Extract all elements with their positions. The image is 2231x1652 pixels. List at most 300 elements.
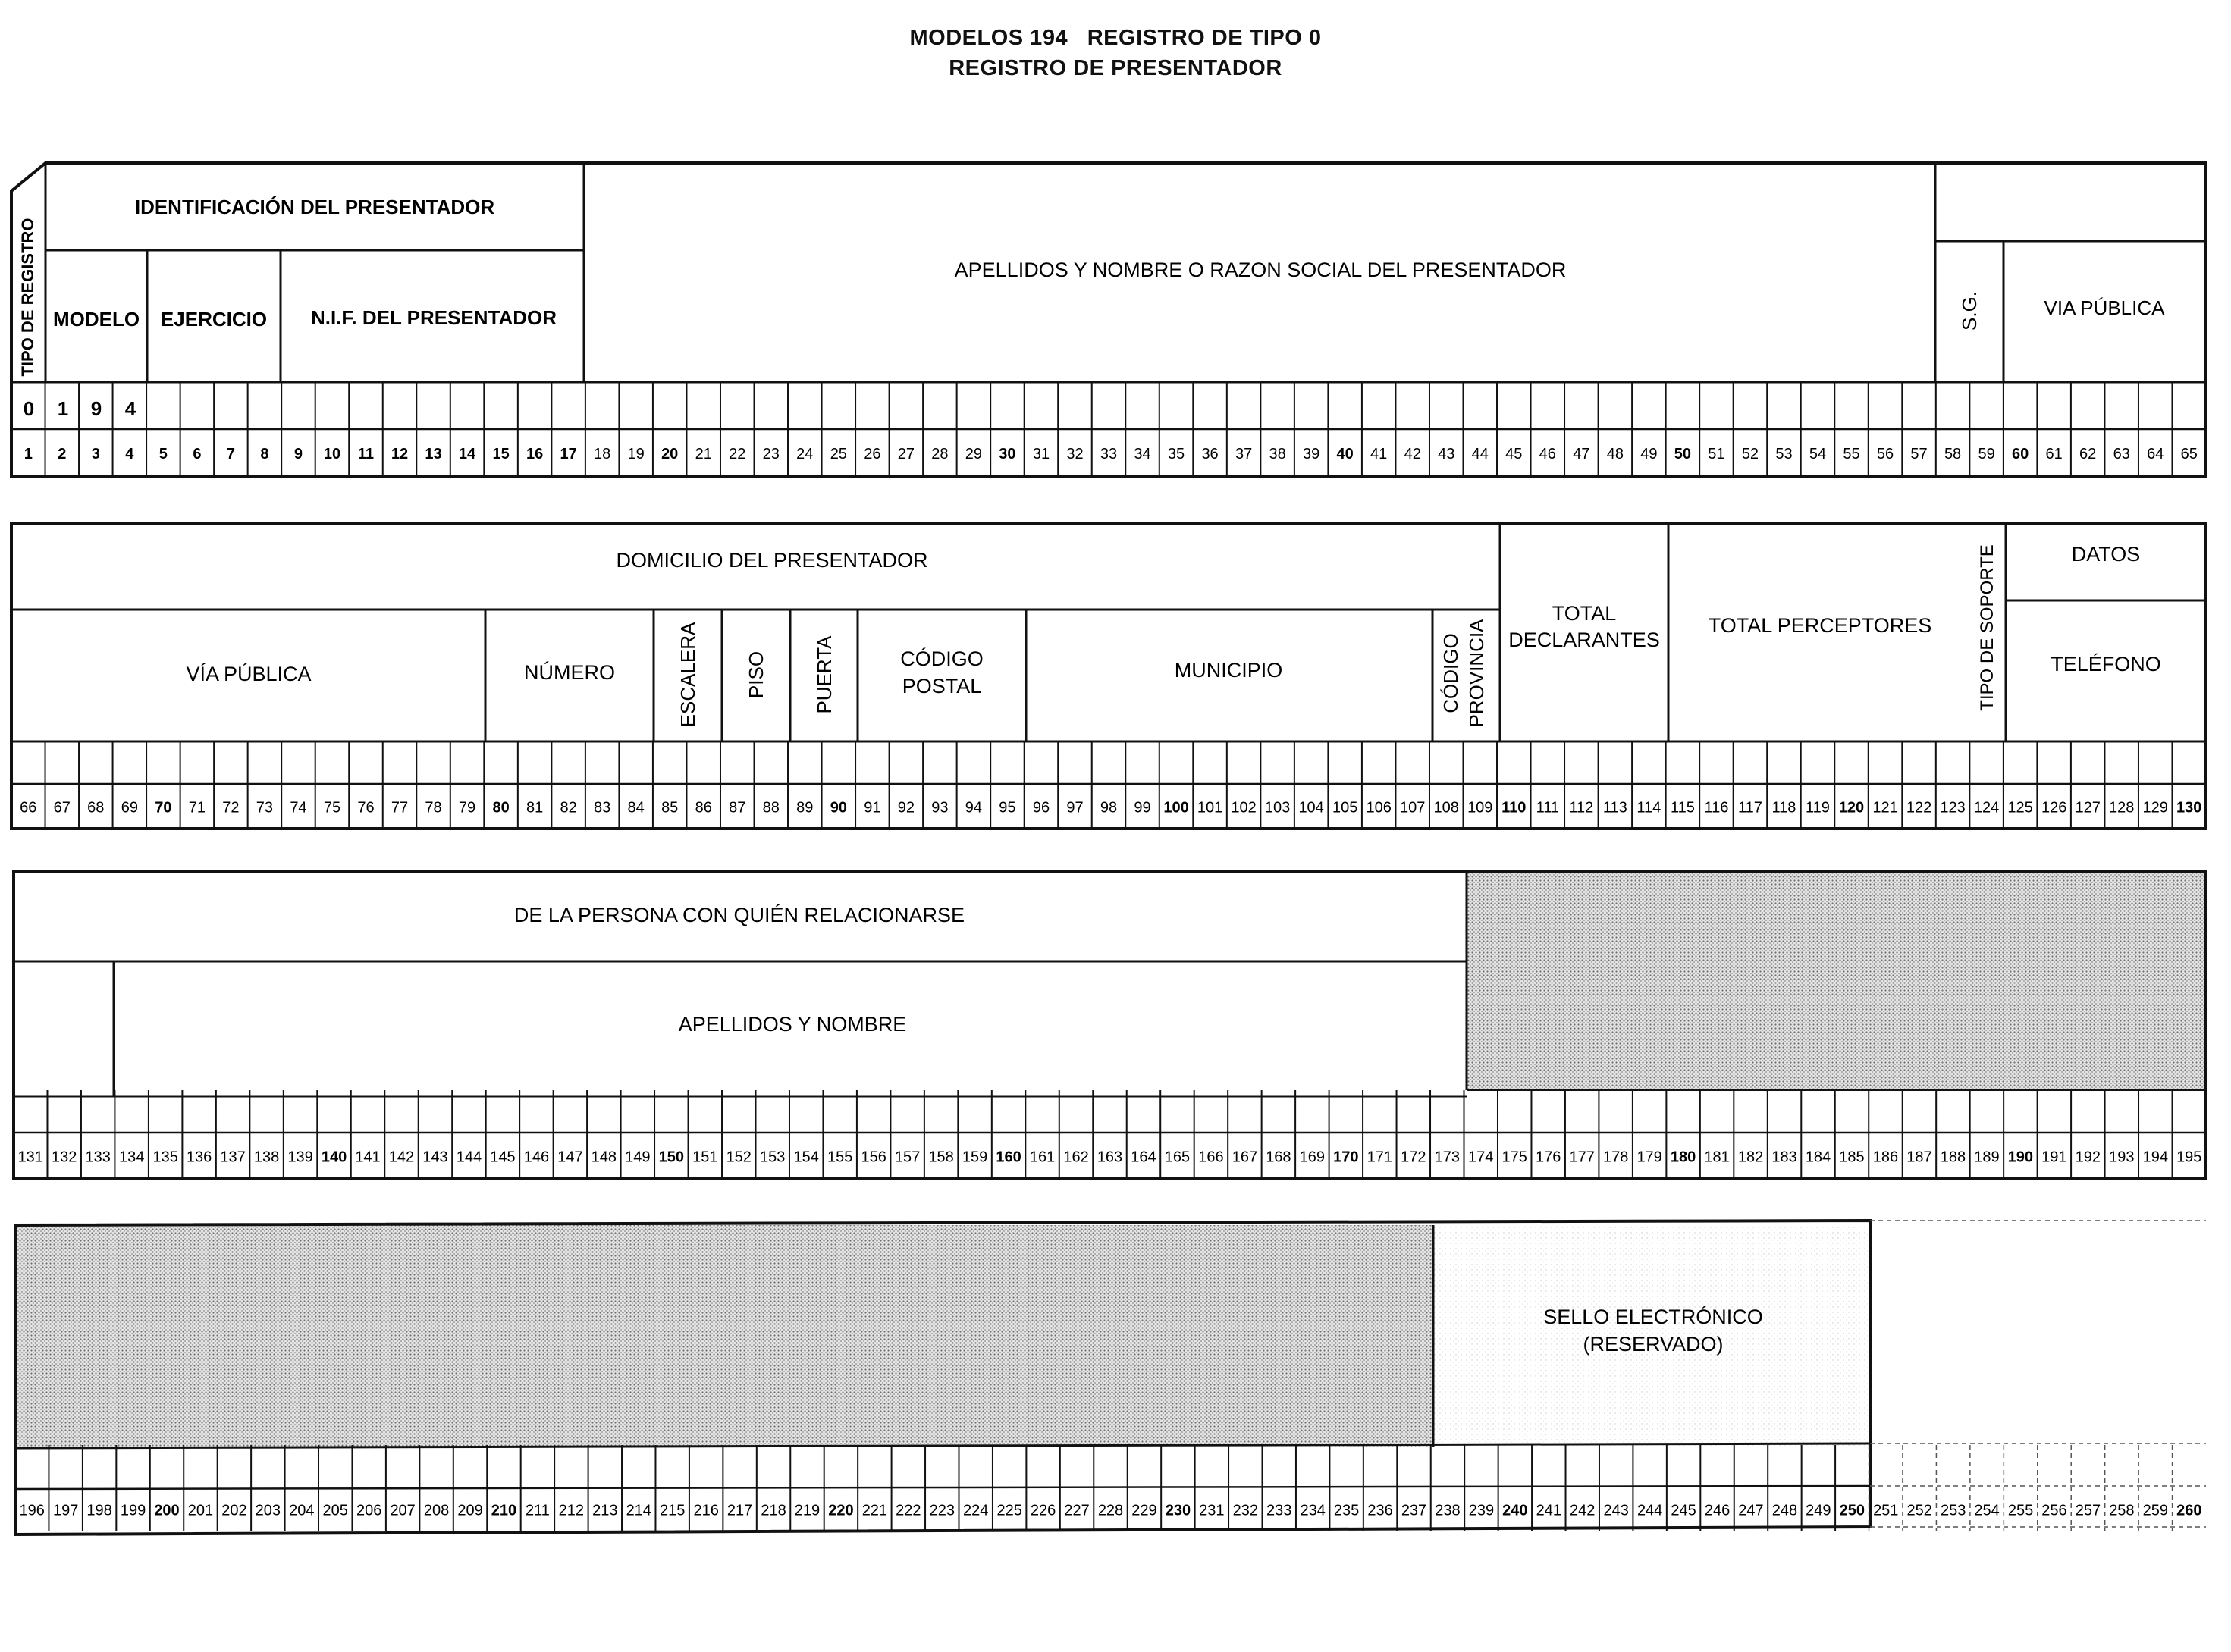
position-number: 118: [1771, 799, 1796, 817]
position-number: 208: [423, 1502, 450, 1519]
position-number: 224: [963, 1502, 989, 1519]
position-number: 220: [828, 1502, 854, 1519]
position-number: 189: [1974, 1149, 2000, 1166]
position-number: 10: [323, 446, 341, 462]
position-number: 93: [931, 799, 949, 817]
label-total-perceptores: TOTAL PERCEPTORES: [1708, 614, 1932, 637]
position-number: 191: [2041, 1149, 2067, 1166]
position-number: 85: [661, 799, 679, 817]
position-number: 106: [1366, 799, 1392, 817]
position-number: 51: [1708, 446, 1725, 462]
position-number: 13: [425, 446, 442, 462]
position-number: 186: [1872, 1149, 1899, 1166]
position-number: 223: [929, 1502, 955, 1519]
position-number: 201: [187, 1502, 214, 1519]
position-number: 115: [1670, 799, 1695, 817]
position-number: 30: [999, 446, 1016, 462]
position-number: 128: [2109, 799, 2135, 817]
position-number: 1: [24, 446, 33, 462]
prefill-modelo-3: 4: [124, 397, 136, 420]
position-number: 182: [1737, 1149, 1764, 1166]
position-number: 184: [1805, 1149, 1831, 1166]
position-number: 101: [1197, 799, 1223, 817]
shaded-area-block3: [1467, 870, 2206, 1090]
position-number: 54: [1809, 446, 1827, 462]
position-number: 31: [1032, 446, 1050, 462]
position-number: 225: [996, 1502, 1022, 1519]
position-number: 38: [1269, 446, 1286, 462]
position-number: 100: [1163, 799, 1189, 817]
position-number: 252: [1906, 1502, 1932, 1519]
position-number: 21: [695, 446, 712, 462]
position-number: 98: [1100, 799, 1118, 817]
position-number: 246: [1704, 1502, 1731, 1519]
block-2-domicilio: [11, 523, 2206, 829]
position-number: 129: [2142, 799, 2168, 817]
position-number: 198: [86, 1502, 112, 1519]
label-telefono: TELÉFONO: [2051, 653, 2161, 676]
position-number: 20: [661, 446, 679, 462]
position-number: 259: [2142, 1502, 2169, 1519]
position-number: 213: [592, 1502, 618, 1519]
position-number: 43: [1438, 446, 1455, 462]
position-number: 168: [1266, 1149, 1291, 1166]
position-number: 34: [1134, 446, 1151, 462]
position-number: 155: [827, 1149, 853, 1166]
position-number: 250: [1839, 1502, 1865, 1519]
position-number: 178: [1602, 1149, 1629, 1166]
position-number: 161: [1029, 1149, 1056, 1166]
label-numero: NÚMERO: [524, 661, 615, 684]
position-number: 149: [625, 1149, 651, 1166]
position-number: 157: [894, 1149, 921, 1166]
prefill-modelo-2: 9: [90, 397, 102, 420]
position-number: 257: [2075, 1502, 2101, 1519]
position-number: 142: [388, 1149, 415, 1166]
position-number: 222: [896, 1502, 921, 1519]
label-nif: N.I.F. DEL PRESENTADOR: [310, 306, 557, 329]
position-number: 99: [1134, 799, 1151, 817]
position-number: 11: [357, 446, 375, 462]
position-number: 19: [627, 446, 645, 462]
position-number: 196: [19, 1502, 45, 1519]
position-number: 17: [560, 446, 577, 462]
position-number: 49: [1640, 446, 1658, 462]
position-number: 36: [1201, 446, 1219, 462]
position-number: 165: [1164, 1149, 1191, 1166]
position-number: 169: [1299, 1149, 1326, 1166]
position-number: 47: [1573, 446, 1590, 462]
position-number: 64: [2147, 446, 2164, 462]
position-number: 81: [526, 799, 544, 817]
position-cells-66-130: [20, 741, 2201, 829]
position-number: 124: [1973, 799, 2000, 817]
position-number: 96: [1032, 799, 1050, 817]
position-number: 91: [864, 799, 881, 817]
position-number: 171: [1367, 1149, 1393, 1166]
position-number: 160: [996, 1149, 1021, 1166]
label-apellidos-presentador: APELLIDOS Y NOMBRE O RAZON SOCIAL DEL PRESENTADOR: [954, 259, 1567, 281]
block-4-sello: [15, 1221, 2206, 1534]
position-number: 141: [355, 1149, 381, 1166]
position-number: 89: [796, 799, 814, 817]
label-total-declarantes-1: TOTAL: [1552, 602, 1617, 625]
position-number: 152: [726, 1149, 752, 1166]
position-number: 133: [85, 1149, 111, 1166]
position-number: 116: [1704, 799, 1729, 817]
position-number: 6: [193, 446, 202, 462]
position-number: 39: [1303, 446, 1320, 462]
position-number: 52: [1741, 446, 1759, 462]
position-number: 123: [1940, 799, 1966, 817]
position-number: 55: [1843, 446, 1860, 462]
position-number: 151: [692, 1149, 718, 1166]
position-number: 197: [52, 1502, 79, 1519]
position-number: 163: [1097, 1149, 1123, 1166]
position-number: 114: [1636, 799, 1661, 817]
position-number: 69: [121, 799, 138, 817]
position-number: 94: [965, 799, 983, 817]
position-number: 3: [91, 446, 100, 462]
position-number: 58: [1944, 446, 1962, 462]
position-number: 59: [1978, 446, 1995, 462]
position-number: 244: [1636, 1502, 1663, 1519]
position-number: 18: [594, 446, 611, 462]
label-sg: S.G.: [1958, 290, 1981, 331]
position-number: 164: [1131, 1149, 1156, 1166]
position-number: 230: [1165, 1502, 1191, 1519]
position-number: 193: [2109, 1149, 2135, 1166]
position-number: 44: [1471, 446, 1489, 462]
position-number: 32: [1066, 446, 1084, 462]
label-piso: PISO: [745, 650, 767, 699]
position-number: 121: [1872, 799, 1898, 817]
position-number: 53: [1775, 446, 1793, 462]
position-number: 237: [1401, 1502, 1427, 1519]
label-via-publica-2: VÍA PÚBLICA: [186, 663, 312, 685]
label-persona-relacionarse: DE LA PERSONA CON QUIÉN RELACIONARSE: [513, 904, 965, 926]
position-number: 75: [323, 799, 341, 817]
position-number: 27: [897, 446, 915, 462]
position-number: 229: [1131, 1502, 1157, 1519]
position-number: 122: [1906, 799, 1932, 817]
label-datos: DATOS: [2071, 543, 2141, 566]
position-number: 148: [591, 1149, 617, 1166]
position-number: 204: [289, 1502, 315, 1519]
position-number: 211: [525, 1502, 550, 1519]
position-number: 33: [1100, 446, 1118, 462]
position-number: 61: [2045, 446, 2063, 462]
position-number: 104: [1298, 799, 1324, 817]
label-escalera: ESCALERA: [676, 622, 699, 728]
prefilled-values: [24, 397, 136, 420]
position-number: 166: [1198, 1149, 1224, 1166]
position-number: 251: [1873, 1502, 1899, 1519]
position-number: 179: [1636, 1149, 1662, 1166]
form-title-line1: MODELOS 194 REGISTRO DE TIPO 0: [909, 26, 1322, 50]
position-number: 26: [864, 446, 881, 462]
position-number: 190: [2007, 1149, 2034, 1166]
position-number: 231: [1199, 1502, 1225, 1519]
position-number: 162: [1063, 1149, 1089, 1166]
position-number: 117: [1737, 799, 1762, 817]
position-number: 147: [557, 1149, 583, 1166]
label-codigo-provincia-1: CÓDIGO: [1439, 633, 1462, 713]
position-number: 177: [1569, 1149, 1595, 1166]
position-number: 218: [761, 1502, 786, 1519]
position-number: 113: [1602, 799, 1627, 817]
position-number: 234: [1300, 1502, 1326, 1519]
position-number: 206: [356, 1502, 382, 1519]
position-number: 125: [2007, 799, 2033, 817]
position-number: 248: [1771, 1502, 1798, 1519]
position-number: 23: [762, 446, 780, 462]
position-number: 199: [120, 1502, 146, 1519]
position-number: 131: [17, 1149, 43, 1166]
position-number: 221: [861, 1502, 888, 1519]
position-number: 214: [626, 1502, 651, 1519]
position-number: 112: [1569, 799, 1594, 817]
label-ejercicio: EJERCICIO: [160, 308, 268, 331]
position-number: 63: [2113, 446, 2130, 462]
position-number: 217: [726, 1502, 753, 1519]
position-number: 170: [1333, 1149, 1359, 1166]
position-number: 212: [558, 1502, 585, 1519]
position-number: 243: [1603, 1502, 1629, 1519]
position-number: 207: [390, 1502, 416, 1519]
prefill-modelo-1: 1: [57, 397, 69, 420]
position-number: 86: [695, 799, 712, 817]
label-codigo-postal-1: CÓDIGO: [900, 647, 984, 670]
position-number: 8: [260, 446, 269, 462]
position-number: 83: [594, 799, 611, 817]
position-number: 22: [729, 446, 746, 462]
label-sello-1: SELLO ELECTRÓNICO: [1543, 1306, 1763, 1328]
position-number: 107: [1400, 799, 1426, 817]
label-tipo-registro: TIPO DE REGISTRO: [18, 218, 37, 377]
position-number: 70: [155, 799, 172, 817]
position-number: 82: [560, 799, 577, 817]
label-identificacion: IDENTIFICACIÓN DEL PRESENTADOR: [134, 196, 495, 218]
position-number: 136: [186, 1149, 212, 1166]
position-number: 29: [965, 446, 983, 462]
position-number: 192: [2075, 1149, 2101, 1166]
position-number: 12: [391, 446, 409, 462]
position-number: 138: [253, 1149, 280, 1166]
position-cells-131-195: [18, 1090, 2202, 1179]
position-number: 120: [1838, 799, 1865, 817]
position-number: 185: [1839, 1149, 1865, 1166]
label-codigo-postal-2: POSTAL: [902, 675, 982, 697]
position-number: 228: [1097, 1502, 1124, 1519]
position-number: 143: [422, 1149, 448, 1166]
position-number: 28: [931, 446, 949, 462]
position-number: 90: [830, 799, 847, 817]
position-number: 245: [1671, 1502, 1696, 1519]
position-number: 119: [1806, 799, 1830, 817]
position-number: 176: [1536, 1149, 1561, 1166]
position-number: 110: [1501, 799, 1527, 817]
position-number: 84: [627, 799, 645, 817]
position-number: 130: [2176, 799, 2202, 817]
position-number: 174: [1468, 1149, 1494, 1166]
position-number: 180: [1670, 1149, 1696, 1166]
position-number: 97: [1066, 799, 1084, 817]
position-number: 172: [1401, 1149, 1426, 1166]
label-tipo-soporte: TIPO DE SOPORTE: [1977, 544, 1997, 711]
position-number: 73: [256, 799, 274, 817]
position-number: 5: [158, 446, 168, 462]
position-number: 72: [222, 799, 240, 817]
block-3-persona-contacto: [14, 870, 2206, 1179]
position-number: 226: [1030, 1502, 1056, 1519]
position-number: 202: [221, 1502, 247, 1519]
position-number: 127: [2075, 799, 2101, 817]
position-number: 80: [492, 799, 510, 817]
position-number: 67: [53, 799, 71, 817]
position-number: 111: [1536, 799, 1560, 817]
form-title-line2: REGISTRO DE PRESENTADOR: [949, 56, 1282, 80]
position-number: 253: [1940, 1502, 1966, 1519]
position-number: 240: [1502, 1502, 1528, 1519]
position-number: 232: [1232, 1502, 1258, 1519]
position-number: 154: [793, 1149, 819, 1166]
position-number: 205: [322, 1502, 348, 1519]
position-number: 79: [458, 799, 476, 817]
position-number: 57: [1910, 446, 1928, 462]
position-number: 134: [118, 1149, 145, 1166]
position-number: 145: [490, 1149, 516, 1166]
position-number: 235: [1333, 1502, 1360, 1519]
position-number: 16: [526, 446, 544, 462]
position-number: 68: [87, 799, 105, 817]
position-number: 216: [693, 1502, 719, 1519]
position-number: 159: [962, 1149, 988, 1166]
position-number: 37: [1235, 446, 1253, 462]
position-number: 173: [1434, 1149, 1460, 1166]
position-number: 77: [391, 799, 409, 817]
position-number: 14: [458, 446, 476, 462]
position-number: 41: [1370, 446, 1388, 462]
position-number: 62: [2079, 446, 2097, 462]
position-number: 175: [1501, 1149, 1527, 1166]
position-number: 78: [425, 799, 442, 817]
position-number: 187: [1906, 1149, 1932, 1166]
position-number: 194: [2142, 1149, 2168, 1166]
position-number: 258: [2109, 1502, 2135, 1519]
position-number: 65: [2180, 446, 2198, 462]
position-number: 181: [1704, 1149, 1730, 1166]
position-number: 25: [830, 446, 847, 462]
position-number: 40: [1336, 446, 1354, 462]
position-number: 42: [1404, 446, 1421, 462]
position-number: 144: [456, 1149, 482, 1166]
block-1-identificacion: [11, 163, 2206, 476]
position-number: 247: [1738, 1502, 1764, 1519]
position-number: 210: [491, 1502, 517, 1519]
position-number: 139: [287, 1149, 313, 1166]
position-number: 236: [1367, 1502, 1393, 1519]
position-number: 48: [1606, 446, 1624, 462]
position-number: 146: [523, 1149, 550, 1166]
position-number: 92: [897, 799, 915, 817]
position-number: 102: [1231, 799, 1257, 817]
position-number: 260: [2176, 1502, 2202, 1519]
position-number: 227: [1064, 1502, 1090, 1519]
position-number: 71: [188, 799, 206, 817]
position-number: 140: [321, 1149, 347, 1166]
position-number: 219: [794, 1502, 821, 1519]
position-number: 7: [226, 446, 235, 462]
position-number: 167: [1232, 1149, 1258, 1166]
prefill-tipo: 0: [23, 397, 35, 420]
label-apellidos-nombre: APELLIDOS Y NOMBRE: [678, 1013, 907, 1036]
label-municipio: MUNICIPIO: [1174, 659, 1283, 682]
position-number: 105: [1332, 799, 1358, 817]
position-number: 156: [861, 1149, 886, 1166]
position-number: 137: [220, 1149, 246, 1166]
label-puerta: PUERTA: [813, 635, 836, 714]
position-number: 241: [1536, 1502, 1561, 1519]
position-number: 103: [1264, 799, 1291, 817]
position-number: 132: [52, 1149, 77, 1166]
position-number: 242: [1570, 1502, 1596, 1519]
position-number: 188: [1940, 1149, 1966, 1166]
shaded-area-block4: [15, 1225, 1433, 1447]
position-number: 87: [729, 799, 746, 817]
position-number: 108: [1433, 799, 1459, 817]
position-number: 255: [2007, 1502, 2034, 1519]
position-number: 60: [2011, 446, 2029, 462]
position-number: 254: [1974, 1502, 2000, 1519]
position-number: 203: [255, 1502, 281, 1519]
position-number: 238: [1435, 1502, 1461, 1519]
position-number: 74: [290, 799, 307, 817]
position-number: 76: [357, 799, 375, 817]
position-number: 4: [125, 446, 134, 462]
label-modelo: MODELO: [52, 308, 140, 331]
position-number: 195: [2176, 1149, 2202, 1166]
position-number: 88: [762, 799, 780, 817]
position-number: 109: [1467, 799, 1493, 817]
position-number: 24: [796, 446, 814, 462]
position-number: 209: [457, 1502, 483, 1519]
position-number: 239: [1468, 1502, 1495, 1519]
position-number: 50: [1674, 446, 1692, 462]
position-number: 66: [20, 799, 37, 817]
position-number: 2: [58, 446, 67, 462]
position-number: 183: [1771, 1149, 1797, 1166]
position-number: 15: [492, 446, 510, 462]
position-number: 249: [1806, 1502, 1831, 1519]
position-number: 35: [1167, 446, 1185, 462]
position-number: 46: [1539, 446, 1556, 462]
position-number: 215: [660, 1502, 686, 1519]
position-number: 135: [152, 1149, 178, 1166]
position-number: 158: [928, 1149, 954, 1166]
position-number: 45: [1505, 446, 1523, 462]
position-number: 56: [1876, 446, 1894, 462]
label-codigo-provincia-2: PROVINCIA: [1465, 619, 1488, 728]
position-number: 150: [658, 1149, 684, 1166]
label-via-publica-1: VIA PÚBLICA: [2044, 296, 2165, 319]
position-number: 95: [999, 799, 1016, 817]
label-domicilio: DOMICILIO DEL PRESENTADOR: [616, 549, 928, 572]
position-number: 233: [1266, 1502, 1292, 1519]
label-sello-2: (RESERVADO): [1583, 1333, 1724, 1356]
label-total-declarantes-2: DECLARANTES: [1508, 629, 1660, 651]
position-number: 9: [293, 446, 303, 462]
